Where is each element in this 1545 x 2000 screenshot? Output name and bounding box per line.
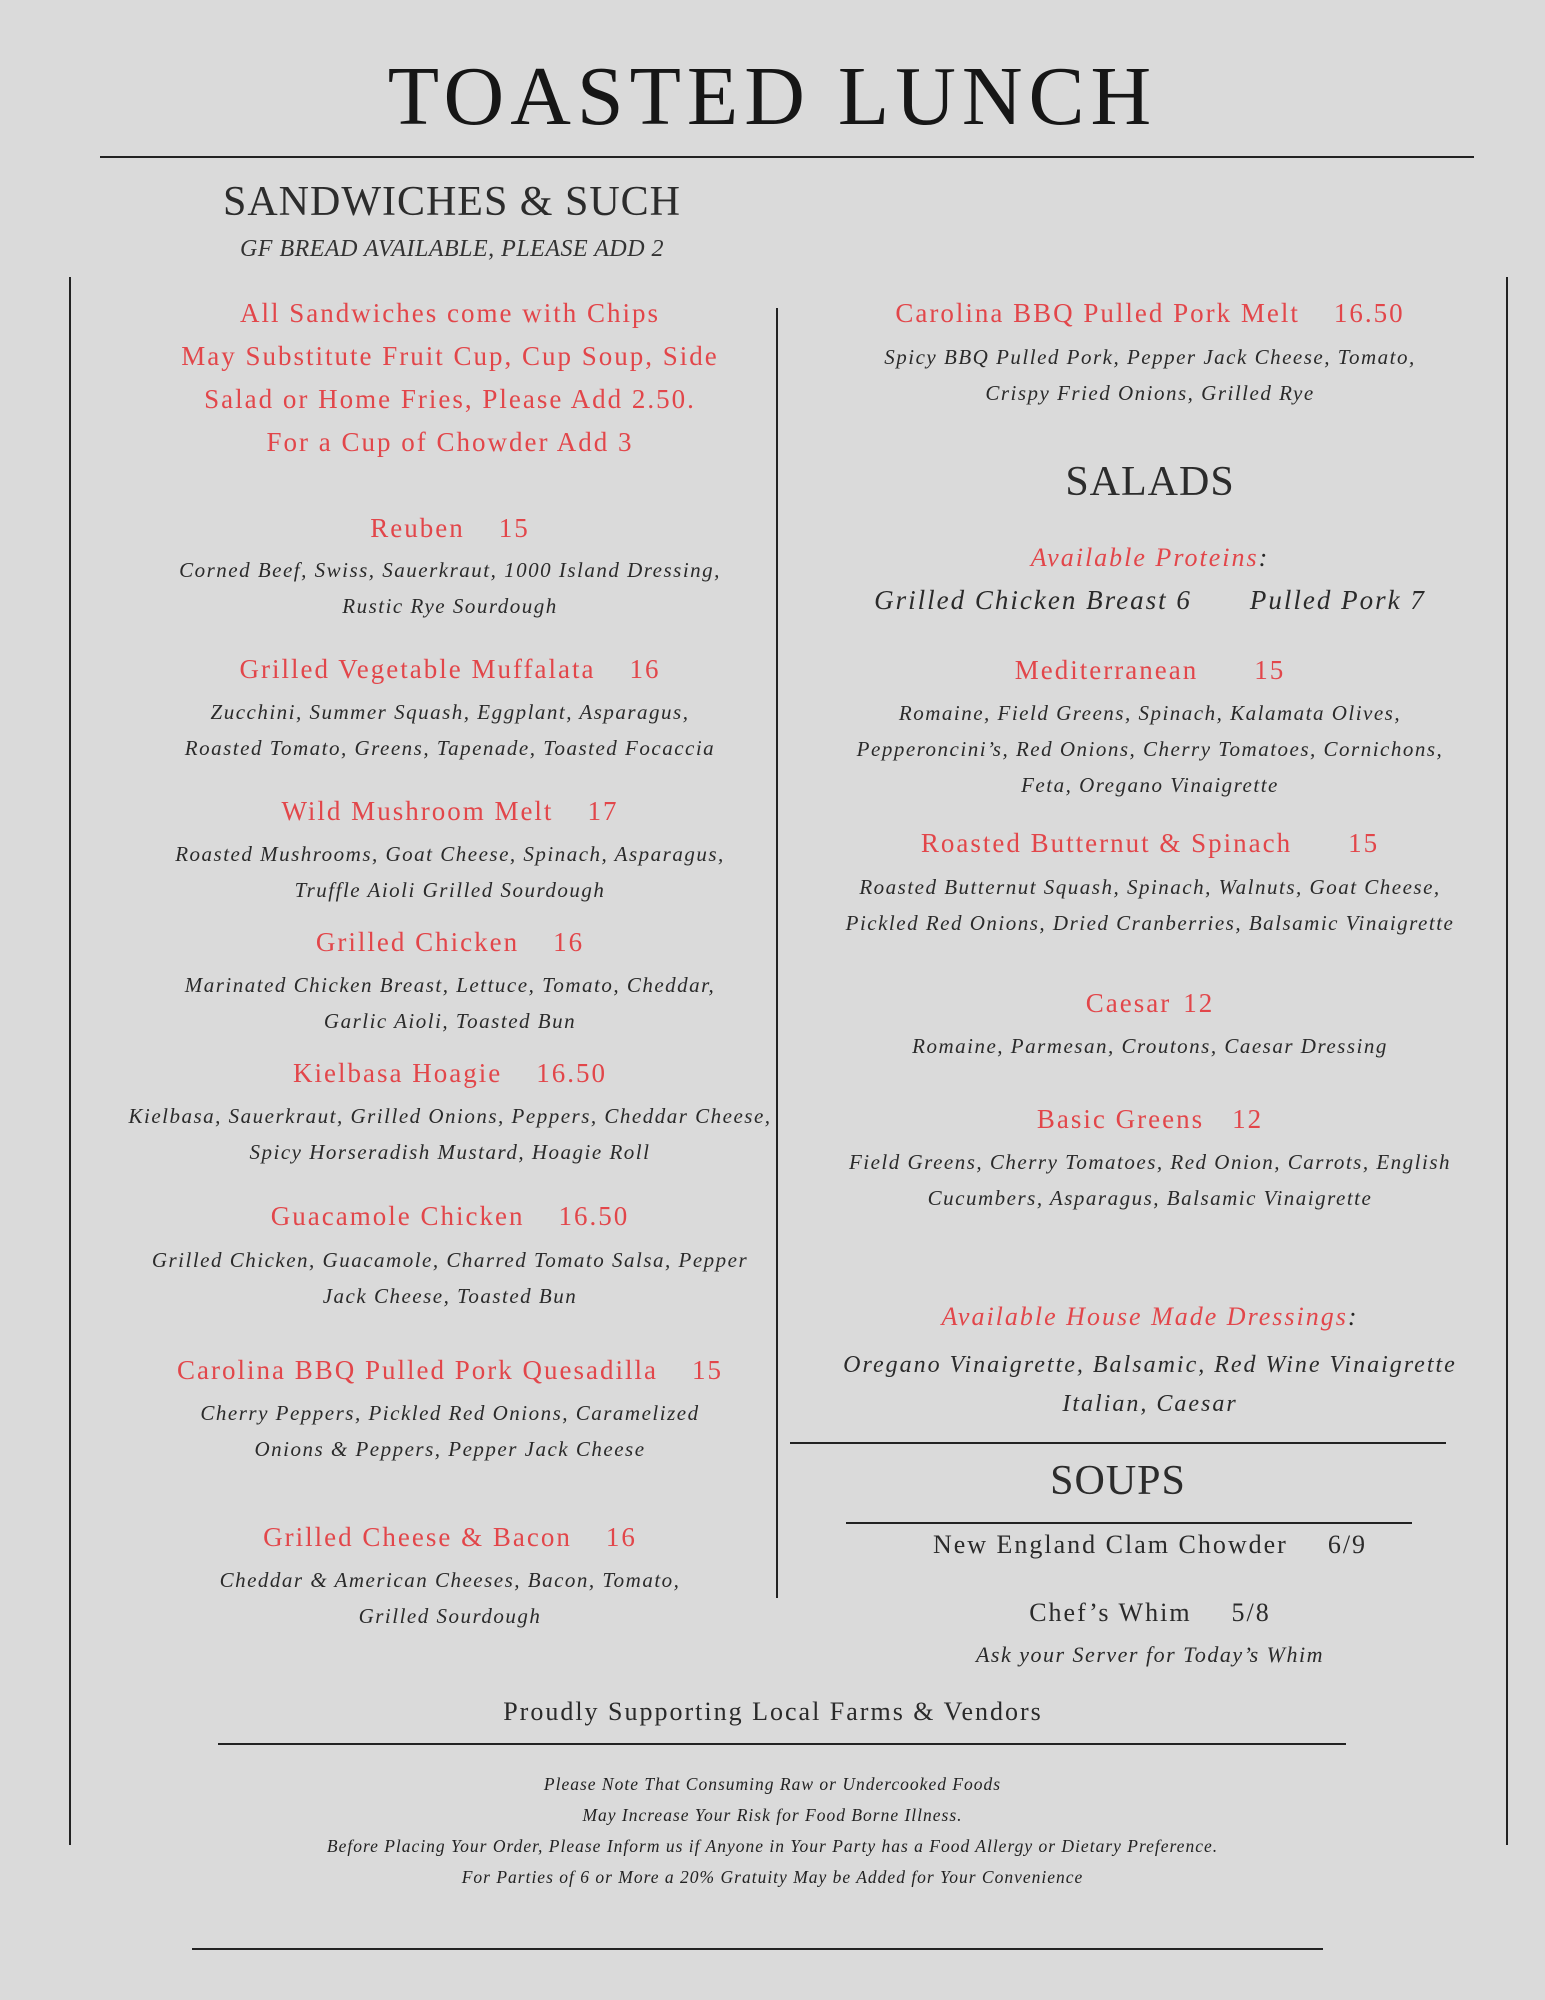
dressing-line: Oregano Vinaigrette, Balsamic, Red Wine Vinaigrette bbox=[843, 1352, 1457, 1378]
menu-item-roasted-butternut-spinach bbox=[800, 828, 1500, 859]
dressings-list bbox=[800, 1346, 1500, 1424]
description-line: Grilled Chicken, Guacamole, Charred Tomato Salsa, Pepper bbox=[151, 1248, 749, 1272]
item-name: Roasted Butternut & Spinach bbox=[920, 828, 1293, 858]
soup-item-clam-chowder bbox=[800, 1530, 1500, 1560]
soups-heading-underline bbox=[846, 1522, 1412, 1524]
item-description bbox=[800, 1028, 1500, 1064]
menu-item-carolina-bbq-pulled-pork-quesadilla bbox=[100, 1355, 800, 1386]
description-line: Spicy Horseradish Mustard, Hoagie Roll bbox=[249, 1140, 651, 1164]
item-description bbox=[800, 339, 1500, 411]
description-line: Cucumbers, Asparagus, Balsamic Vinaigrette bbox=[927, 1186, 1373, 1210]
menu-item-mediterranean bbox=[800, 655, 1500, 686]
item-name: Grilled Vegetable Muffalata bbox=[239, 654, 596, 684]
page-title: TOASTED LUNCH bbox=[387, 50, 1158, 143]
soups-top-divider bbox=[790, 1442, 1446, 1444]
item-name: Kielbasa Hoagie bbox=[293, 1058, 503, 1088]
footer-divider bbox=[218, 1743, 1346, 1745]
description-line: Romaine, Field Greens, Spinach, Kalamata Olives, bbox=[898, 701, 1402, 725]
menu-item-guacamole-chicken bbox=[100, 1201, 800, 1232]
item-price: 15 bbox=[1254, 655, 1286, 685]
description-line: Onions & Peppers, Pepper Jack Cheese bbox=[254, 1437, 646, 1461]
item-name: Grilled Chicken bbox=[315, 927, 520, 957]
description-line: Cherry Peppers, Pickled Red Onions, Caramelized bbox=[200, 1401, 700, 1425]
item-name: Caesar bbox=[1085, 988, 1172, 1018]
item-name: Grilled Cheese & Bacon bbox=[263, 1522, 572, 1552]
proteins-label: Available Proteins: bbox=[1030, 543, 1270, 572]
sandwich-note: For a Cup of Chowder Add 3 bbox=[266, 427, 634, 457]
item-price: 12 bbox=[1183, 988, 1215, 1018]
soup-item-chefs-whim bbox=[800, 1598, 1500, 1628]
item-price: 16.50 bbox=[1333, 298, 1405, 328]
footer-note: Please Note That Consuming Raw or Undercooked Foods bbox=[543, 1774, 1002, 1794]
description-line: Spicy BBQ Pulled Pork, Pepper Jack Cheese, Tomato, bbox=[884, 345, 1416, 369]
menu-item-carolina-bbq-pulled-pork-melt bbox=[800, 298, 1500, 329]
description-line: Jack Cheese, Toasted Bun bbox=[322, 1284, 578, 1308]
footer-note: For Parties of 6 or More a 20% Gratuity May be Added for Your Convenience bbox=[461, 1867, 1084, 1887]
sandwiches-subheading: GF BREAD AVAILABLE, PLEASE ADD 2 bbox=[239, 236, 665, 262]
menu-item-grilled-chicken bbox=[100, 927, 800, 958]
description-line: Roasted Butternut Squash, Spinach, Walnuts, Goat Cheese, bbox=[859, 875, 1441, 899]
menu-item-basic-greens bbox=[800, 1104, 1500, 1135]
item-name: Reuben bbox=[370, 513, 465, 543]
item-description bbox=[80, 552, 820, 624]
item-price: 6/9 bbox=[1327, 1530, 1368, 1559]
description-line: Zucchini, Summer Squash, Eggplant, Asparagus, bbox=[210, 700, 690, 724]
item-price: 15 bbox=[498, 513, 530, 543]
item-name: Chef’s Whim bbox=[1029, 1598, 1192, 1627]
menu-item-wild-mushroom-melt bbox=[100, 796, 800, 827]
footer-notes bbox=[150, 1769, 1395, 1893]
menu-item-reuben bbox=[100, 513, 800, 544]
item-description bbox=[70, 1098, 830, 1170]
item-price: 16 bbox=[605, 1522, 637, 1552]
sandwich-notes bbox=[100, 292, 800, 464]
item-price: 16.50 bbox=[558, 1201, 630, 1231]
item-price: 16 bbox=[553, 927, 585, 957]
item-name: Carolina BBQ Pulled Pork Quesadilla bbox=[177, 1355, 658, 1385]
dressings-label: Available House Made Dressings: bbox=[941, 1302, 1359, 1331]
dressings-label-text: Available House Made Dressings bbox=[941, 1302, 1348, 1331]
menu-item-grilled-cheese-bacon bbox=[100, 1522, 800, 1553]
description-line: Kielbasa, Sauerkraut, Grilled Onions, Peppers, Cheddar Cheese, bbox=[128, 1104, 772, 1128]
item-description bbox=[80, 1562, 820, 1634]
menu-item-caesar bbox=[800, 988, 1500, 1019]
bottom-divider bbox=[192, 1948, 1323, 1950]
description-line: Rustic Rye Sourdough bbox=[342, 594, 558, 618]
description-line: Feta, Oregano Vinaigrette bbox=[1021, 773, 1279, 797]
protein-option: Pulled Pork 7 bbox=[1249, 585, 1426, 615]
description-line: Roasted Tomato, Greens, Tapenade, Toasted Focaccia bbox=[184, 736, 716, 760]
item-description bbox=[80, 967, 820, 1039]
right-border-line bbox=[1506, 277, 1508, 1845]
item-price: 16 bbox=[629, 654, 661, 684]
item-description bbox=[80, 1242, 820, 1314]
description-line: Marinated Chicken Breast, Lettuce, Tomato, Cheddar, bbox=[184, 973, 716, 997]
salads-heading: SALADS bbox=[1065, 459, 1235, 505]
description-line: Grilled Sourdough bbox=[358, 1604, 542, 1628]
description-line: Cheddar & American Cheeses, Bacon, Tomato, bbox=[219, 1568, 681, 1592]
description-line: Field Greens, Cherry Tomatoes, Red Onion, Carrots, English bbox=[848, 1150, 1452, 1174]
footer-note: Before Placing Your Order, Please Inform us if Anyone in Your Party has a Food Allergy or Dietary Preference. bbox=[326, 1836, 1219, 1856]
item-price: 5/8 bbox=[1231, 1598, 1271, 1627]
protein-option: Grilled Chicken Breast 6 bbox=[874, 585, 1192, 615]
item-description bbox=[800, 1144, 1500, 1216]
item-description bbox=[790, 695, 1510, 803]
sandwich-note: May Substitute Fruit Cup, Cup Soup, Side bbox=[181, 341, 719, 371]
item-description bbox=[800, 869, 1500, 941]
description-line: Romaine, Parmesan, Croutons, Caesar Dressing bbox=[912, 1034, 1388, 1058]
item-description bbox=[80, 836, 820, 908]
footer-tagline: Proudly Supporting Local Farms & Vendors bbox=[503, 1697, 1043, 1726]
item-description: Ask your Server for Today’s Whim bbox=[975, 1642, 1325, 1667]
item-name: Basic Greens bbox=[1036, 1104, 1205, 1134]
description-line: Truffle Aioli Grilled Sourdough bbox=[294, 878, 606, 902]
item-description bbox=[80, 694, 820, 766]
sandwiches-heading: SANDWICHES & SUCH bbox=[222, 179, 682, 225]
item-name: Carolina BBQ Pulled Pork Melt bbox=[895, 298, 1300, 328]
menu-item-kielbasa-hoagie bbox=[100, 1058, 800, 1089]
left-border-line bbox=[69, 277, 71, 1845]
item-price: 16.50 bbox=[536, 1058, 607, 1088]
sandwich-note: All Sandwiches come with Chips bbox=[240, 298, 660, 328]
soups-heading: SOUPS bbox=[1050, 1458, 1186, 1504]
proteins-list bbox=[800, 585, 1500, 616]
description-line: Garlic Aioli, Toasted Bun bbox=[323, 1009, 577, 1033]
description-line: Corned Beef, Swiss, Sauerkraut, 1000 Island Dressing, bbox=[179, 558, 721, 582]
sandwich-note: Salad or Home Fries, Please Add 2.50. bbox=[204, 384, 696, 414]
menu-item-grilled-vegetable-muffalata bbox=[100, 654, 800, 685]
item-name: Mediterranean bbox=[1014, 655, 1199, 685]
description-line: Roasted Mushrooms, Goat Cheese, Spinach, Asparagus, bbox=[175, 842, 725, 866]
item-price: 12 bbox=[1232, 1104, 1264, 1134]
description-line: Pickled Red Onions, Dried Cranberries, Balsamic Vinaigrette bbox=[845, 911, 1455, 935]
item-name: New England Clam Chowder bbox=[932, 1530, 1288, 1559]
dressing-line: Italian, Caesar bbox=[1062, 1391, 1238, 1417]
item-price: 15 bbox=[691, 1355, 723, 1385]
item-price: 17 bbox=[587, 796, 619, 826]
item-name: Wild Mushroom Melt bbox=[281, 796, 554, 826]
description-line: Crispy Fried Onions, Grilled Rye bbox=[985, 381, 1315, 405]
title-divider bbox=[100, 156, 1474, 158]
item-price: 15 bbox=[1348, 828, 1380, 858]
description-line: Pepperoncini’s, Red Onions, Cherry Tomatoes, Cornichons, bbox=[856, 737, 1444, 761]
proteins-label-text: Available Proteins bbox=[1030, 543, 1259, 572]
item-name: Guacamole Chicken bbox=[270, 1201, 525, 1231]
item-description bbox=[80, 1395, 820, 1467]
footer-note: May Increase Your Risk for Food Borne Illness. bbox=[582, 1805, 963, 1825]
